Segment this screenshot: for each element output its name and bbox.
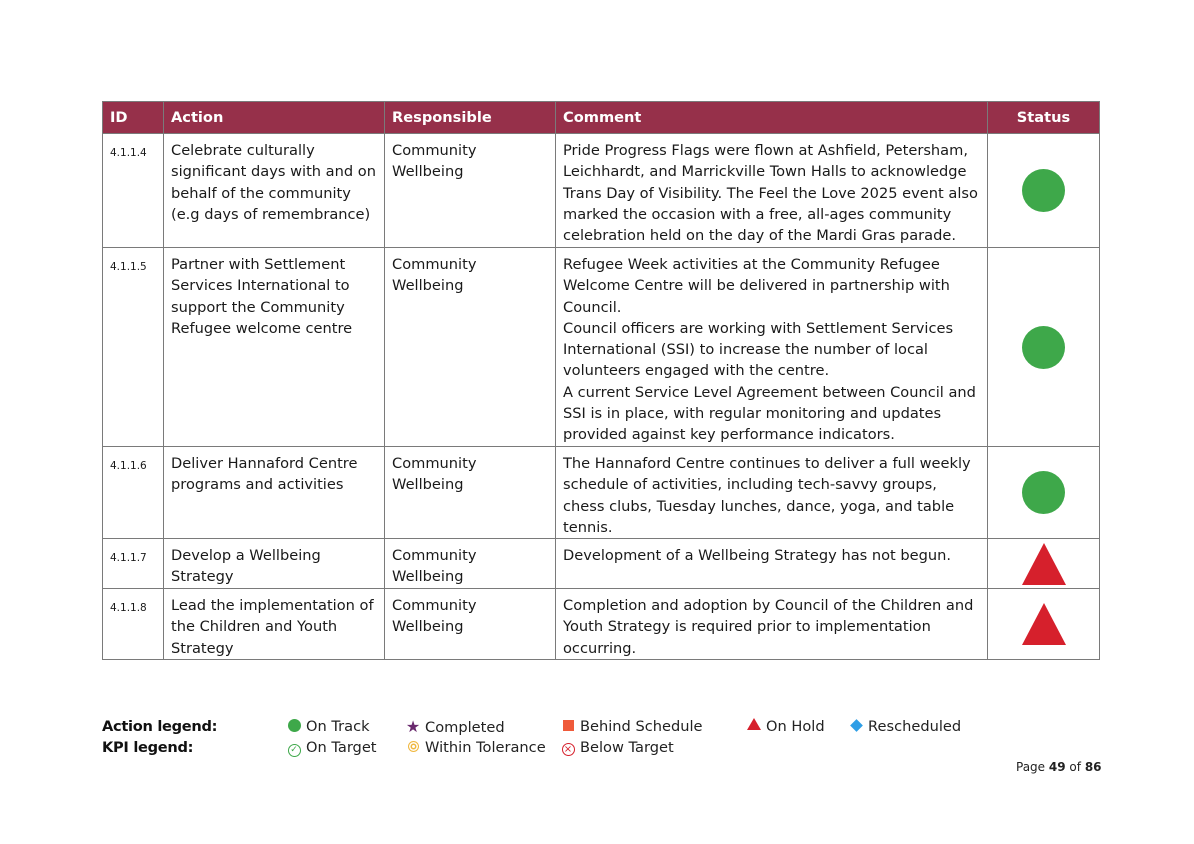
row-comment	[556, 134, 988, 248]
row-responsible: Community Wellbeing	[385, 134, 556, 248]
row-comment	[556, 539, 988, 589]
table-row	[103, 134, 1100, 248]
legend-within-tolerance	[405, 738, 546, 758]
row-responsible: Community Wellbeing	[385, 447, 556, 539]
status-cell	[988, 248, 1100, 447]
table-header-row	[103, 102, 1100, 134]
header-action: Action	[164, 102, 385, 134]
status-cell	[988, 539, 1100, 589]
row-action: Celebrate culturally significant days with and on behalf of the community (e.g days of remembrance)	[164, 134, 385, 248]
legend-on-target	[286, 738, 377, 758]
legend-below-target	[560, 738, 674, 758]
on-track-icon	[286, 717, 302, 737]
header-responsible: Responsible	[385, 102, 556, 134]
action-legend-label: Action legend:	[102, 718, 218, 735]
legend-below-target-label: Below Target	[580, 739, 674, 756]
target-circle-icon	[405, 738, 421, 758]
row-responsible: Community Wellbeing	[385, 539, 556, 589]
row-comment	[556, 589, 988, 660]
row-action: Develop a Wellbeing Strategy	[164, 539, 385, 589]
comment-paragraph: The Hannaford Centre continues to deliver a full weekly schedule of activities, including tech-savvy groups, chess clubs, Tuesday lunches, dance, yoga, and table tennis.	[563, 455, 971, 536]
row-action: Lead the implementation of the Children and Youth Strategy	[164, 589, 385, 660]
comment-paragraph: Council officers are working with Settlement Services International (SSI) to increase the number of local volunteers engaged with the centre.	[563, 319, 954, 380]
legend-completed-label: Completed	[425, 719, 505, 736]
comment-paragraph: Pride Progress Flags were flown at Ashfield, Petersham, Leichhardt, and Marrickville Town Halls to acknowledge Trans Day of Visibility. The Feel the Love 2025 event also marked the occasion with a free, all-ages community celebration held on the day of the Mardi Gras parade.	[563, 142, 978, 245]
row-id: 4.1.1.7	[103, 539, 164, 589]
row-comment	[556, 447, 988, 539]
table-row	[103, 447, 1100, 539]
legend-on-track	[286, 717, 370, 737]
legend-on-hold	[746, 717, 825, 737]
on-hold-icon	[1022, 603, 1066, 645]
legend-within-tolerance-label: Within Tolerance	[425, 739, 546, 756]
header-id: ID	[103, 102, 164, 134]
table-row	[103, 539, 1100, 589]
action-table	[102, 101, 1100, 660]
header-status: Status	[988, 102, 1100, 134]
table-row	[103, 589, 1100, 660]
on-track-icon	[1022, 169, 1065, 212]
status-cell	[988, 447, 1100, 539]
legend-completed	[405, 717, 505, 738]
table-row	[103, 248, 1100, 447]
page-total: 86	[1084, 760, 1102, 774]
legend-rescheduled-label: Rescheduled	[868, 718, 962, 735]
on-track-icon	[1022, 471, 1065, 514]
row-responsible: Community Wellbeing	[385, 589, 556, 660]
star-icon: ★	[405, 717, 421, 736]
on-hold-icon	[1022, 543, 1066, 585]
row-id: 4.1.1.4	[103, 134, 164, 248]
comment-paragraph: Completion and adoption by Council of the Children and Youth Strategy is required prior to implementation occurring.	[563, 597, 974, 657]
legend-behind-schedule-label: Behind Schedule	[580, 718, 703, 735]
row-responsible: Community Wellbeing	[385, 248, 556, 447]
comment-paragraph: Development of a Wellbeing Strategy has not begun.	[563, 547, 952, 565]
comment-paragraph: A current Service Level Agreement between Council and SSI is in place, with regular monitoring and updates provided against key performance indicators.	[563, 383, 976, 444]
row-action: Partner with Settlement Services International to support the Community Refugee welcome centre	[164, 248, 385, 447]
square-icon	[560, 717, 576, 737]
triangle-icon	[746, 717, 762, 737]
diamond-icon	[848, 717, 864, 737]
comment-paragraph: Refugee Week activities at the Community Refugee Welcome Centre will be delivered in partnership with Council.	[563, 256, 950, 316]
x-circle-icon: ×	[560, 738, 576, 758]
page-number	[1016, 760, 1102, 774]
check-circle-icon: ✓	[286, 738, 302, 758]
legend-on-track-label: On Track	[306, 718, 370, 735]
legend-behind-schedule	[560, 717, 703, 737]
status-cell	[988, 589, 1100, 660]
status-cell	[988, 134, 1100, 248]
legend-rescheduled	[848, 717, 961, 737]
page-current: 49	[1048, 760, 1066, 774]
row-id: 4.1.1.8	[103, 589, 164, 660]
row-id: 4.1.1.5	[103, 248, 164, 447]
on-track-icon	[1022, 326, 1065, 369]
header-comment: Comment	[556, 102, 988, 134]
legend-on-target-label: On Target	[306, 739, 377, 756]
page-of: of	[1069, 760, 1081, 774]
page-prefix: Page	[1016, 760, 1046, 774]
row-comment	[556, 248, 988, 447]
row-id: 4.1.1.6	[103, 447, 164, 539]
row-action: Deliver Hannaford Centre programs and activities	[164, 447, 385, 539]
legend-on-hold-label: On Hold	[766, 718, 825, 735]
kpi-legend-label: KPI legend:	[102, 739, 194, 756]
